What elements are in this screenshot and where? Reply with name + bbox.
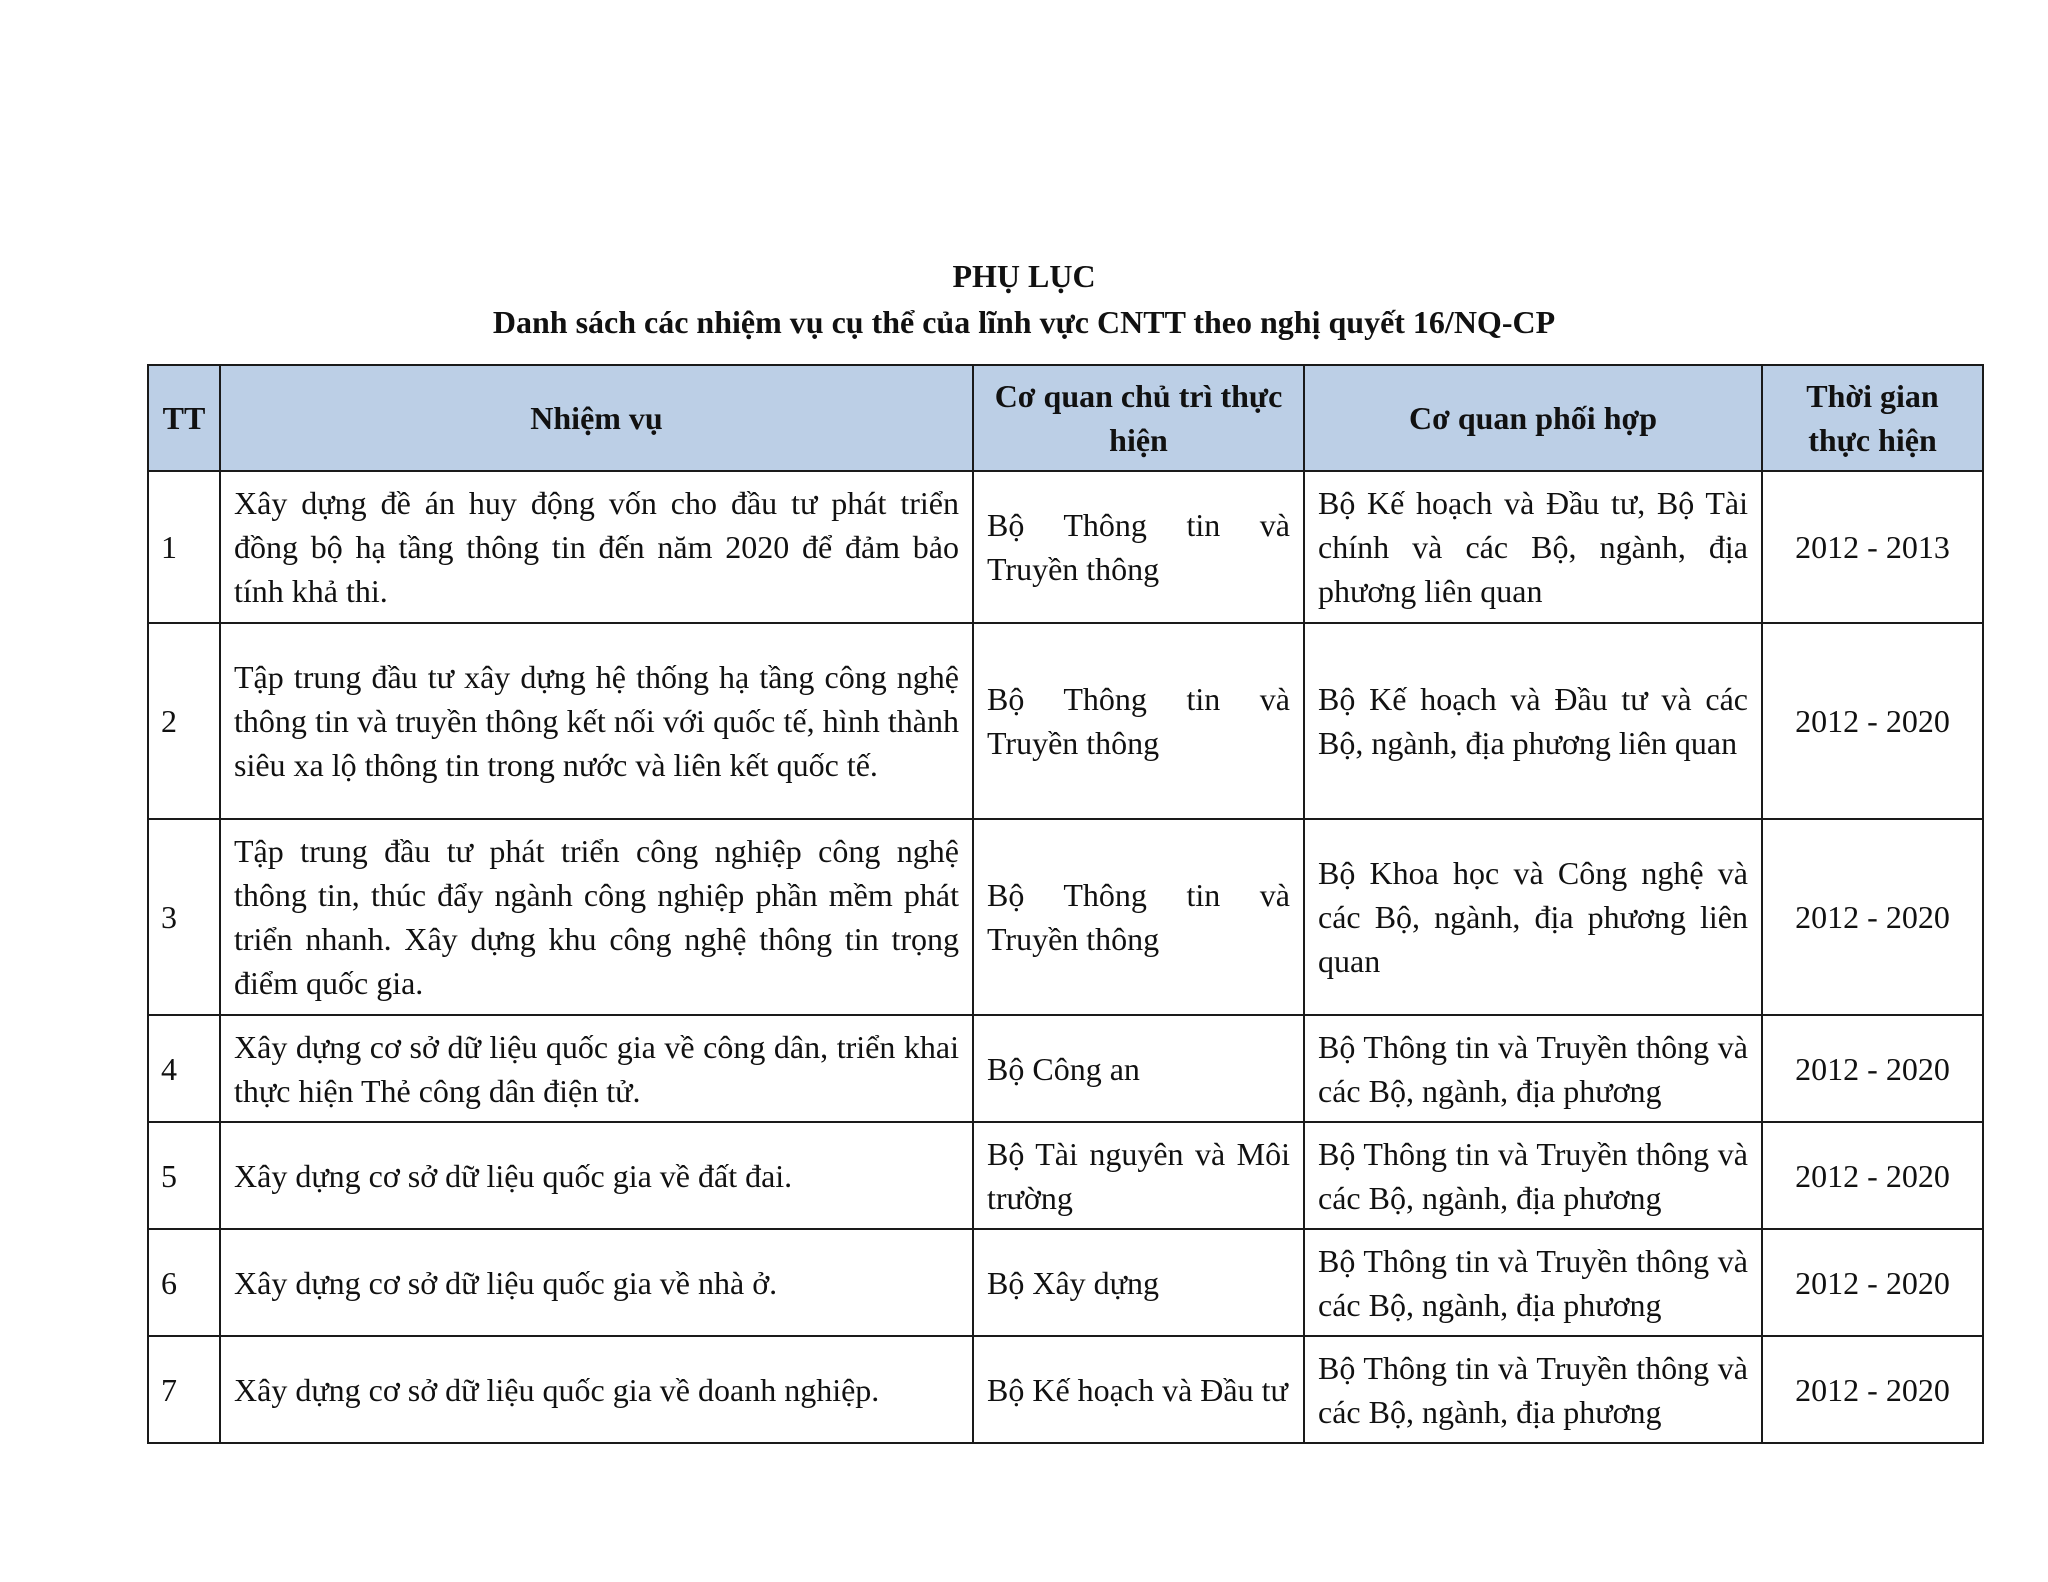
- header-tt: TT: [148, 365, 220, 471]
- row-coordinator: Bộ Thông tin và Truyền thông và các Bộ, ngành, địa phương: [1304, 1229, 1762, 1336]
- header-host: Cơ quan chủ trì thực hiện: [973, 365, 1304, 471]
- task-table: [147, 364, 1984, 1444]
- row-coordinator: Bộ Thông tin và Truyền thông và các Bộ, ngành, địa phương: [1304, 1336, 1762, 1443]
- row-task: Tập trung đầu tư phát triển công nghiệp công nghệ thông tin, thúc đẩy ngành công nghiệp phần mềm phát triển nhanh. Xây dựng khu công nghệ thông tin trọng điểm quốc gia.: [220, 819, 973, 1015]
- table-row: [148, 1229, 1983, 1336]
- row-number: 3: [148, 819, 220, 1015]
- row-number: 5: [148, 1122, 220, 1229]
- row-task: Xây dựng đề án huy động vốn cho đầu tư phát triển đồng bộ hạ tầng thông tin đến năm 2020 để đảm bảo tính khả thi.: [220, 471, 973, 623]
- table-row: [148, 1122, 1983, 1229]
- row-period: 2012 - 2020: [1762, 1122, 1983, 1229]
- row-number: 1: [148, 471, 220, 623]
- row-period: 2012 - 2020: [1762, 1015, 1983, 1122]
- row-task: Xây dựng cơ sở dữ liệu quốc gia về nhà ở.: [220, 1229, 973, 1336]
- row-coordinator: Bộ Kế hoạch và Đầu tư, Bộ Tài chính và các Bộ, ngành, địa phương liên quan: [1304, 471, 1762, 623]
- row-period: 2012 - 2020: [1762, 623, 1983, 819]
- row-task: Xây dựng cơ sở dữ liệu quốc gia về đất đai.: [220, 1122, 973, 1229]
- row-task: Xây dựng cơ sở dữ liệu quốc gia về công dân, triển khai thực hiện Thẻ công dân điện tử.: [220, 1015, 973, 1122]
- document-subtitle: Danh sách các nhiệm vụ cụ thể của lĩnh vực CNTT theo nghị quyết 16/NQ-CP: [492, 304, 1556, 340]
- row-period: 2012 - 2013: [1762, 471, 1983, 623]
- header-coordinator: Cơ quan phối hợp: [1304, 365, 1762, 471]
- row-coordinator: Bộ Thông tin và Truyền thông và các Bộ, ngành, địa phương: [1304, 1122, 1762, 1229]
- row-host: Bộ Thông tin và Truyền thông: [973, 819, 1304, 1015]
- row-task: Tập trung đầu tư xây dựng hệ thống hạ tầng công nghệ thông tin và truyền thông kết nối với quốc tế, hình thành siêu xa lộ thông tin trong nước và liên kết quốc tế.: [220, 623, 973, 819]
- row-coordinator: Bộ Khoa học và Công nghệ và các Bộ, ngành, địa phương liên quan: [1304, 819, 1762, 1015]
- row-period: 2012 - 2020: [1762, 819, 1983, 1015]
- row-host: Bộ Thông tin và Truyền thông: [973, 471, 1304, 623]
- row-task: Xây dựng cơ sở dữ liệu quốc gia về doanh nghiệp.: [220, 1336, 973, 1443]
- row-number: 4: [148, 1015, 220, 1122]
- row-number: 2: [148, 623, 220, 819]
- table-row: [148, 623, 1983, 819]
- row-host: Bộ Kế hoạch và Đầu tư: [973, 1336, 1304, 1443]
- row-host: Bộ Tài nguyên và Môi trường: [973, 1122, 1304, 1229]
- header-period: Thời gian thực hiện: [1762, 365, 1983, 471]
- row-period: 2012 - 2020: [1762, 1336, 1983, 1443]
- row-host: Bộ Xây dựng: [973, 1229, 1304, 1336]
- row-host: Bộ Công an: [973, 1015, 1304, 1122]
- table-row: [148, 1336, 1983, 1443]
- row-coordinator: Bộ Kế hoạch và Đầu tư và các Bộ, ngành, địa phương liên quan: [1304, 623, 1762, 819]
- row-period: 2012 - 2020: [1762, 1229, 1983, 1336]
- row-host: Bộ Thông tin và Truyền thông: [973, 623, 1304, 819]
- table-header-row: [148, 365, 1983, 471]
- row-number: 6: [148, 1229, 220, 1336]
- table-row: [148, 1015, 1983, 1122]
- row-coordinator: Bộ Thông tin và Truyền thông và các Bộ, ngành, địa phương: [1304, 1015, 1762, 1122]
- row-number: 7: [148, 1336, 220, 1443]
- table-row: [148, 471, 1983, 623]
- table-row: [148, 819, 1983, 1015]
- document-title: PHỤ LỤC: [952, 258, 1096, 294]
- header-task: Nhiệm vụ: [220, 365, 973, 471]
